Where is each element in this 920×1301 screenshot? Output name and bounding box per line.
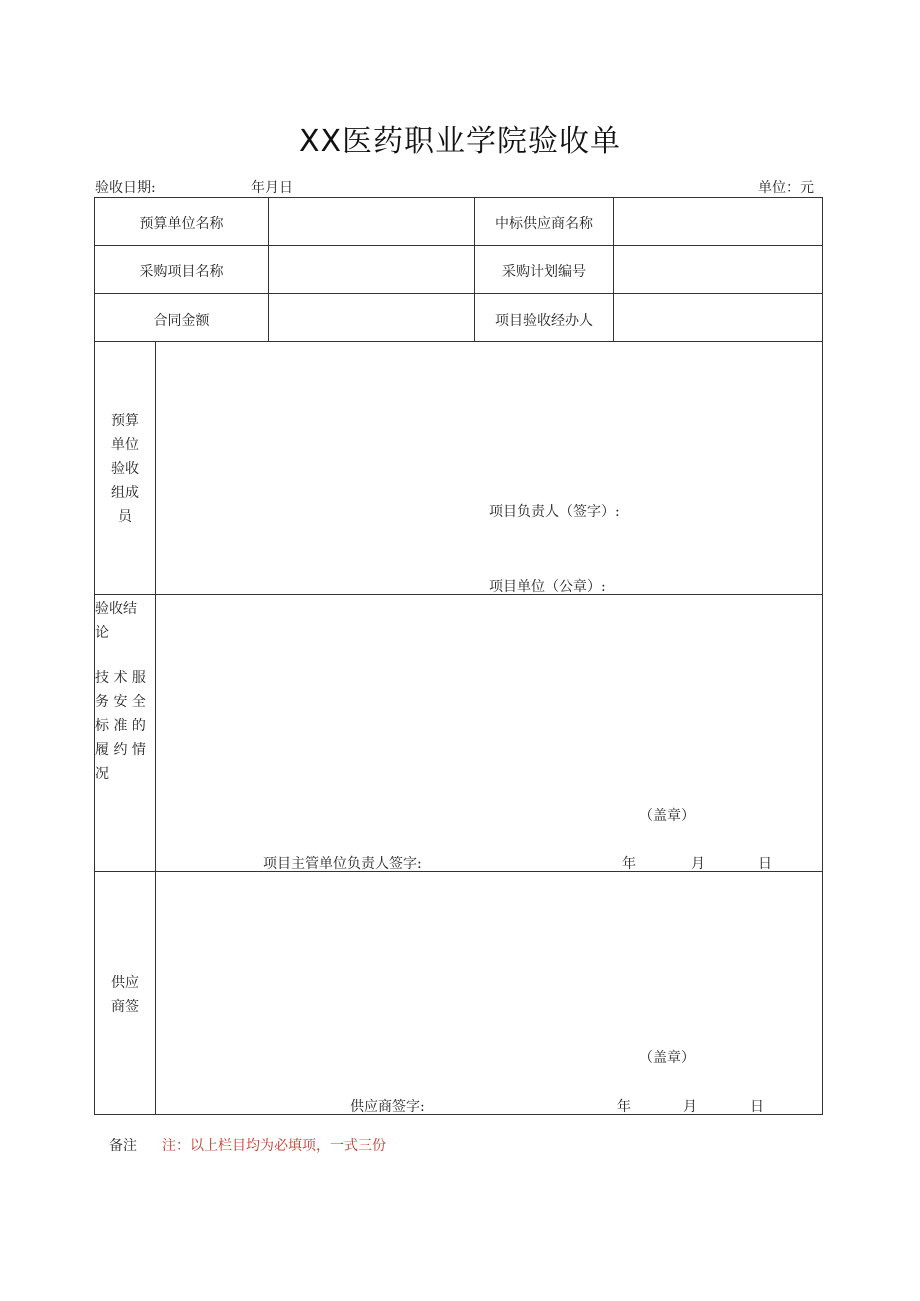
acceptance-members-area[interactable] xyxy=(156,342,822,594)
technical-service-safety-label: 技 术 服 务 安 全 标 准 的 履 约 情 况 xyxy=(95,670,146,782)
acceptance-conclusion-label: 验收结 论 xyxy=(95,601,137,641)
supplier-signature-label: 供应商签字: xyxy=(350,1099,425,1115)
manager-signature-label: 项目主管单位负责人签字: xyxy=(263,856,422,872)
plan-number-label: 采购计划编号 xyxy=(502,264,586,280)
project-unit-seal-label: 项目单位（公章）: xyxy=(489,579,606,595)
winning-supplier-name-label: 中标供应商名称 xyxy=(495,216,593,232)
budget-unit-name-label: 预算单位名称 xyxy=(139,216,224,232)
project-name-field[interactable] xyxy=(269,246,474,293)
acceptance-date-label: 验收日期: xyxy=(95,180,156,196)
contract-amount-label: 合同金额 xyxy=(153,313,210,329)
budget-unit-name-field[interactable] xyxy=(269,198,474,245)
acceptance-handler-field[interactable] xyxy=(614,294,822,341)
supplier-sign-area[interactable] xyxy=(156,872,822,1114)
currency-unit-label: 单位：元 xyxy=(758,180,814,196)
winning-supplier-name-field[interactable] xyxy=(614,198,822,245)
supplier-seal-label: （盖章） xyxy=(639,1050,695,1066)
project-name-label: 采购项目名称 xyxy=(139,264,224,280)
acceptance-conclusion-area[interactable] xyxy=(156,595,822,871)
plan-number-field[interactable] xyxy=(614,246,822,293)
page-title: XX医药职业学院验收单 xyxy=(298,124,622,159)
supplier-year-label: 年 xyxy=(617,1099,631,1115)
conclusion-month-label: 月 xyxy=(691,856,705,872)
supplier-sign-label: 供应 商签 xyxy=(111,975,139,1015)
project-leader-signature-label: 项目负责人（签字）: xyxy=(489,504,620,520)
remarks-note: 注：以上栏目均为必填项，一式三份 xyxy=(162,1138,386,1154)
conclusion-year-label: 年 xyxy=(622,856,636,872)
acceptance-date-value: 年月日 xyxy=(251,180,293,196)
conclusion-day-label: 日 xyxy=(758,856,772,872)
conclusion-seal-label: （盖章） xyxy=(639,808,695,824)
acceptance-handler-label: 项目验收经办人 xyxy=(495,313,593,329)
supplier-day-label: 日 xyxy=(750,1099,764,1115)
contract-amount-field[interactable] xyxy=(269,294,474,341)
acceptance-members-label: 预算 单位 验收 组成 员 xyxy=(111,413,139,525)
supplier-month-label: 月 xyxy=(683,1099,697,1115)
remarks-label: 备注 xyxy=(109,1138,137,1154)
